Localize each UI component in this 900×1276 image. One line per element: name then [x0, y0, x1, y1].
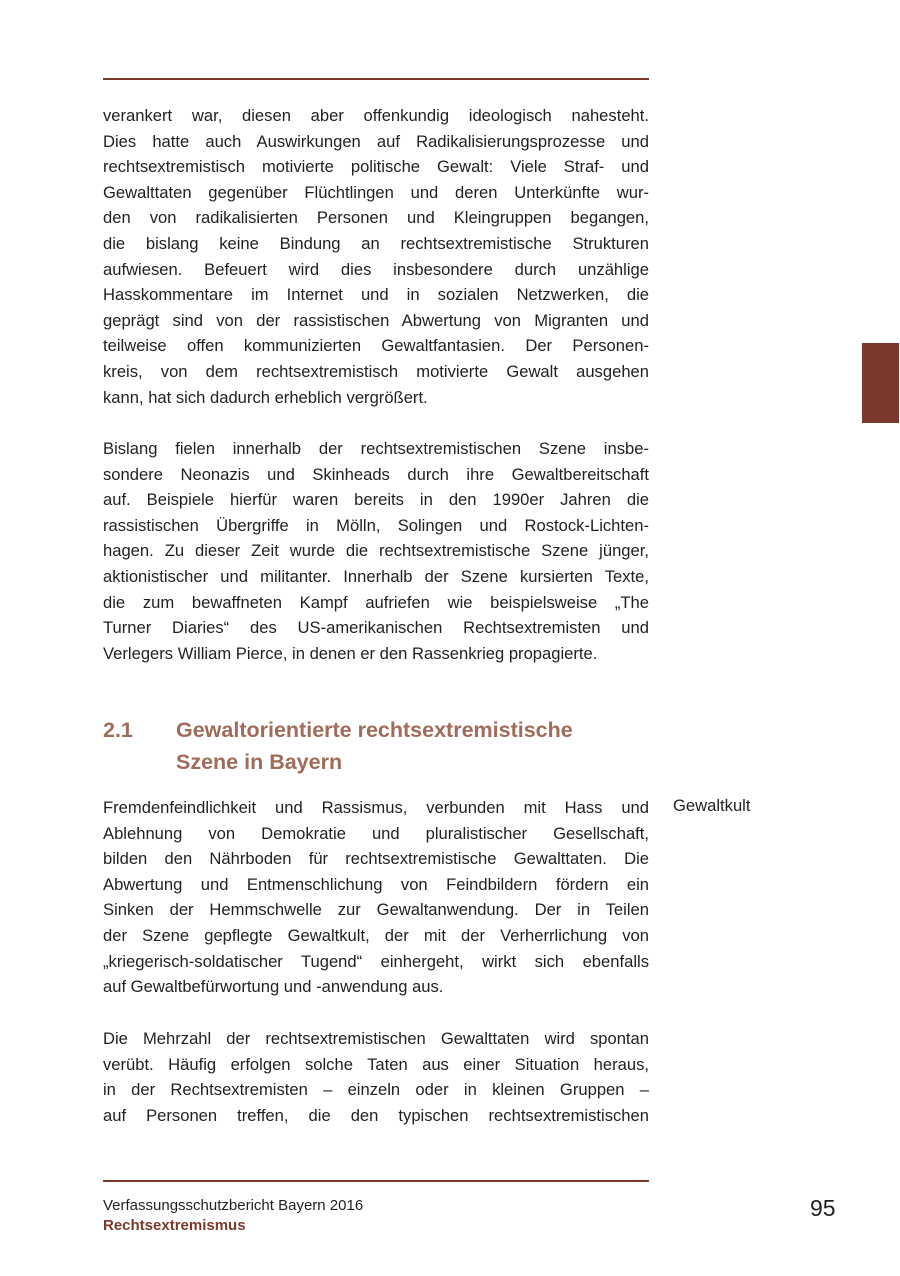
text-line: Abwertung und Entmenschlichung von Feindbildern fördern ein: [103, 874, 649, 894]
top-rule: [103, 78, 649, 80]
text-line: aufwiesen. Befeuert wird dies insbesondere durch unzählige: [103, 259, 649, 279]
text-line: den von radikalisierten Personen und Kleingruppen begangen,: [103, 208, 649, 228]
footer-chapter: Rechtsextremismus: [103, 1217, 246, 1234]
text-line: die zum bewaffneten Kampf aufriefen wie beispielsweise „The: [103, 592, 649, 612]
paragraph-1: [103, 103, 649, 410]
text-line: Gewalttaten gegenüber Flüchtlingen und deren Unterkünfte wur-: [103, 182, 649, 202]
page-number: 95: [810, 1195, 836, 1221]
text-line: Verlegers William Pierce, in denen er den Rassenkrieg propagierte.: [103, 643, 598, 663]
text-line: geprägt sind von der rassistischen Abwertung von Migranten und: [103, 310, 649, 330]
paragraph-2: [103, 436, 649, 666]
text-line: Bislang fielen innerhalb der rechtsextremistischen Szene insbe-: [103, 439, 649, 458]
chapter-tab-marker: [862, 343, 899, 423]
section-title-line-1: Gewaltorientierte rechtsextremistische: [176, 718, 573, 742]
text-line: rassistischen Übergriffe in Mölln, Solingen und Rostock-Lichten-: [103, 515, 649, 535]
section-number: 2.1: [103, 718, 133, 742]
text-line: bilden den Nährboden für rechtsextremistische Gewalttaten. Die: [103, 849, 649, 869]
text-line: Sinken der Hemmschwelle zur Gewaltanwendung. Der in Teilen: [103, 900, 649, 920]
text-line: aktionistischer und militanter. Innerhalb der Szene kursierten Texte,: [103, 566, 649, 586]
text-line: „kriegerisch-soldatischer Tugend“ einhergeht, wirkt sich ebenfalls: [103, 951, 649, 971]
text-line: kann, hat sich dadurch erheblich vergrößert.: [103, 387, 428, 407]
text-line: der Szene gepflegte Gewaltkult, der mit der Verherrlichung von: [103, 925, 649, 945]
text-line: in der Rechtsextremisten – einzeln oder in kleinen Gruppen –: [103, 1080, 649, 1100]
paragraph-3: [103, 795, 649, 1000]
text-line: auf Gewaltbefürwortung und -anwendung aus.: [103, 977, 444, 997]
margin-note: Gewaltkult: [673, 796, 751, 815]
paragraph-4: [103, 1026, 649, 1128]
text-line: verübt. Häufig erfolgen solche Taten aus einer Situation heraus,: [103, 1054, 649, 1074]
text-line: verankert war, diesen aber offenkundig ideologisch nahesteht.: [103, 106, 649, 125]
text-line: die bislang keine Bindung an rechtsextremistische Strukturen: [103, 233, 649, 253]
section-title-line-2: Szene in Bayern: [176, 750, 343, 774]
text-line: Ablehnung von Demokratie und pluralistischer Gesellschaft,: [103, 823, 649, 843]
bottom-rule: [103, 1180, 649, 1182]
text-line: rechtsextremistisch motivierte politische Gewalt: Viele Straf- und: [103, 157, 649, 177]
text-line: Die Mehrzahl der rechtsextremistischen Gewalttaten wird spontan: [103, 1029, 649, 1048]
text-line: Fremdenfeindlichkeit und Rassismus, verbunden mit Hass und: [103, 798, 649, 817]
text-line: sondere Neonazis und Skinheads durch ihre Gewaltbereitschaft: [103, 464, 649, 484]
text-line: Hasskommentare im Internet und in sozialen Netzwerken, die: [103, 285, 649, 305]
text-line: auf Personen treffen, die den typischen rechtsextremistischen: [103, 1105, 649, 1125]
text-line: auf. Beispiele hierfür waren bereits in den 1990er Jahren die: [103, 490, 649, 510]
text-line: teilweise offen kommunizierten Gewaltfantasien. Der Personen-: [103, 336, 649, 356]
text-line: kreis, von dem rechtsextremistisch motivierte Gewalt ausgehen: [103, 361, 649, 381]
text-line: hagen. Zu dieser Zeit wurde die rechtsextremistische Szene jünger,: [103, 541, 649, 561]
footer-publication: Verfassungsschutzbericht Bayern 2016: [103, 1197, 364, 1214]
text-line: Dies hatte auch Auswirkungen auf Radikalisierungsprozesse und: [103, 131, 649, 151]
text-line: Turner Diaries“ des US-amerikanischen Rechtsextremisten und: [103, 618, 649, 638]
